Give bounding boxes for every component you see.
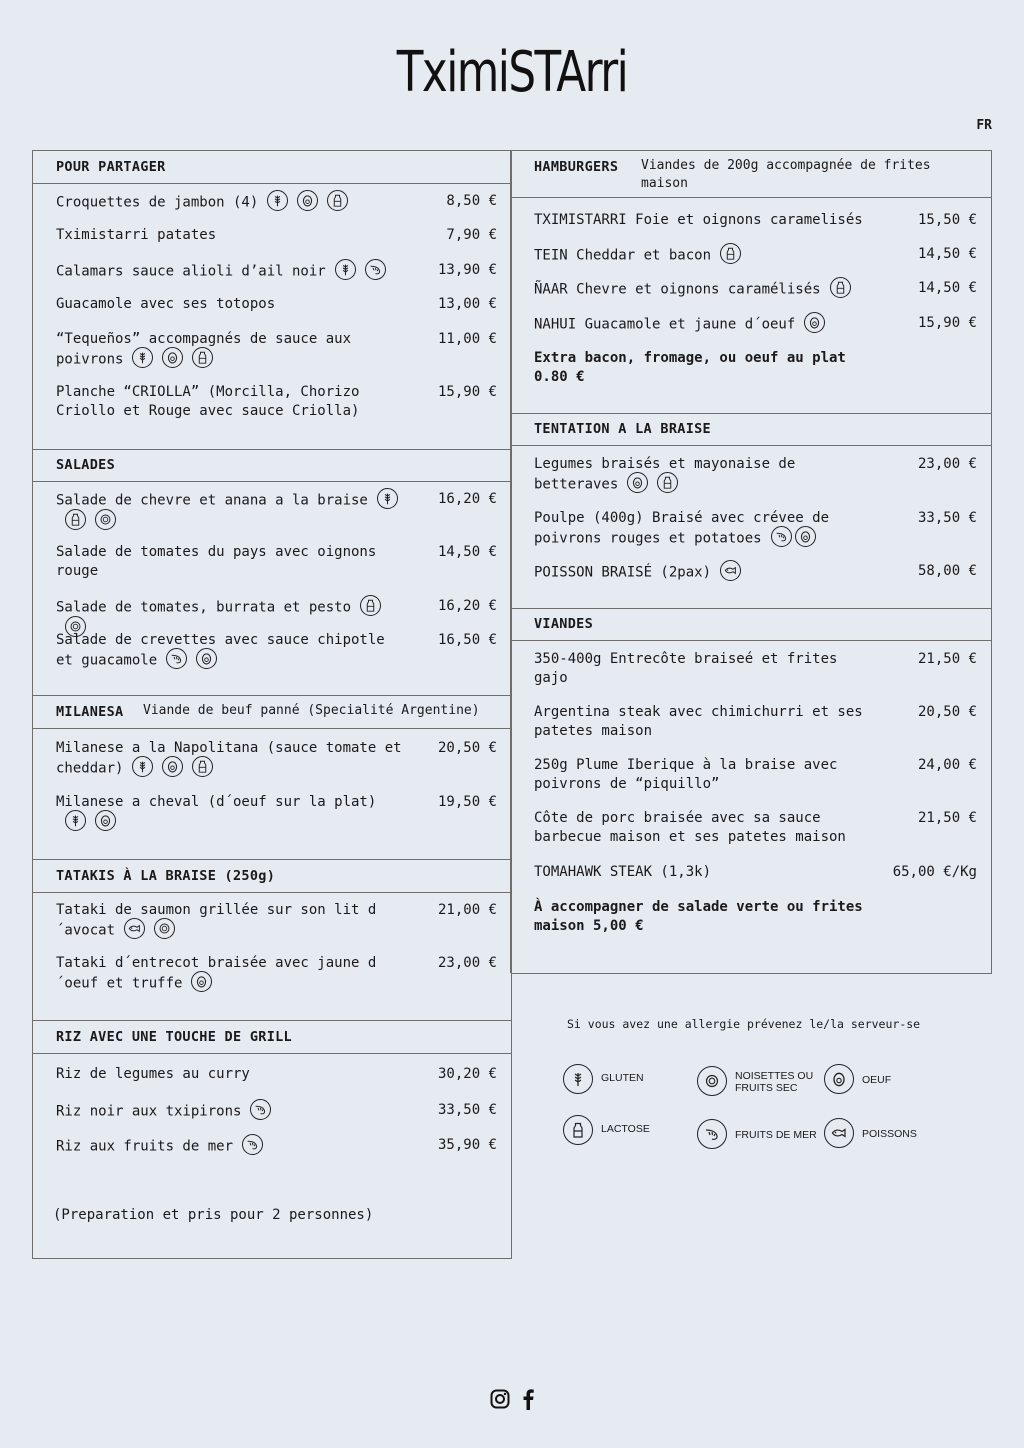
item-name: Milanese a cheval (d´oeuf sur la plat) [56, 794, 377, 810]
item-price: 8,50 € [446, 193, 497, 209]
item-name: Salade de tomates, burrata et pesto [56, 599, 352, 616]
section-hamburgers [511, 151, 991, 413]
item-name: TOMAHAWK STEAK (1,3k) [534, 864, 712, 880]
section-title: RIZ AVEC UNE TOUCHE DE GRILL [56, 1029, 292, 1045]
milk-icon [720, 243, 741, 264]
item-price: 35,90 € [437, 1137, 497, 1153]
item-name: Tataki de saumon grillée sur son lit d´avocat [56, 902, 377, 939]
milk-icon [192, 347, 213, 368]
menu-item [534, 314, 977, 335]
item-name: Riz noir aux txipirons [56, 1103, 242, 1120]
wheat-icon [335, 259, 356, 280]
item-price: 33,50 € [437, 1102, 497, 1118]
item-price: 14,50 € [917, 246, 977, 262]
section-title: TATAKIS À LA BRAISE (250g) [56, 868, 276, 884]
item-name: 250g Plume Iberique à la braise avec poivrons de “piquillo” [534, 757, 838, 792]
egg-icon [795, 526, 816, 547]
item-name: Guacamole avec ses totopos [56, 296, 276, 312]
item-name: Salade de tomates du pays avec oignons rouge [56, 544, 377, 579]
menu-item [56, 793, 497, 833]
item-price: 13,90 € [437, 262, 497, 278]
item-price: 23,00 € [437, 955, 497, 971]
milk-icon [657, 472, 678, 493]
item-name: Croquettes de jambon (4) [56, 194, 259, 211]
nut-icon [154, 918, 175, 939]
milk-icon [192, 756, 213, 777]
menu-item [56, 631, 497, 671]
section-subtitle: Viandes de 200g accompagnée de frites maison [641, 158, 931, 191]
shrimp-icon [166, 648, 187, 669]
item-price: 13,00 € [437, 296, 497, 312]
riz-note: (Preparation et pris pour 2 personnes) [53, 1207, 374, 1223]
menu-item [534, 211, 977, 230]
section-tentation [511, 413, 991, 608]
menu-item [56, 261, 497, 282]
egg-icon [627, 472, 648, 493]
menu-item [56, 383, 497, 421]
item-name: Milanese a la Napolitana (sauce tomate et cheddar) [56, 740, 402, 777]
milk-icon [830, 277, 851, 298]
item-name: Riz aux fruits de mer [56, 1138, 234, 1155]
menu-item [56, 295, 497, 314]
section-tatakis [33, 859, 511, 1020]
milk-icon [360, 595, 381, 616]
menu-right-column [511, 150, 992, 974]
item-price: 20,50 € [437, 740, 497, 756]
item-price: 15,90 € [437, 384, 497, 400]
menu-item [534, 863, 977, 882]
menu-item [534, 703, 977, 741]
wheat-icon [267, 190, 288, 211]
item-name: TXIMISTARRI Foie et oignons caramelisés [534, 212, 863, 228]
wheat-icon [377, 488, 398, 509]
item-name: Tataki d´entrecot braisée avec jaune d´oeuf et truffe [56, 955, 377, 992]
item-name: POISSON BRAISÉ (2pax) [534, 564, 712, 581]
menu-item [56, 1136, 497, 1157]
section-subtitle: Viande de beuf panné (Specialité Argentine) [143, 703, 480, 718]
item-name: Argentina steak avec chimichurri et ses patetes maison [534, 704, 863, 739]
milk-icon [327, 190, 348, 211]
shrimp-icon [250, 1099, 271, 1120]
wheat-icon [132, 756, 153, 777]
menu-item [56, 490, 497, 532]
item-name: Côte de porc braisée avec sa sauce barbecue maison et ses patetes maison [534, 810, 846, 845]
egg-icon [95, 810, 116, 831]
item-price: 21,00 € [437, 902, 497, 918]
item-price: 14,50 € [917, 280, 977, 296]
section-viandes [511, 608, 991, 975]
menu-item [56, 226, 497, 245]
instagram-icon[interactable] [490, 1389, 510, 1409]
item-price: 24,00 € [917, 757, 977, 773]
menu-item [534, 279, 977, 300]
item-name: Salade de crevettes avec sauce chipotle et guacamole [56, 632, 385, 669]
item-name: 350-400g Entrecôte braiseé et frites gajo [534, 651, 838, 686]
milk-icon [65, 509, 86, 530]
item-name: Poulpe (400g) Braisé avec crévee de poivrons rouges et potatoes [534, 510, 830, 547]
item-price: 65,00 €/Kg [892, 864, 977, 880]
menu-left-column [32, 150, 512, 1259]
item-name: ÑAAR Chevre et oignons caramélisés [534, 281, 821, 298]
section-title: MILANESA [56, 704, 124, 720]
item-price: 11,00 € [437, 331, 497, 347]
section-title: HAMBURGERS [534, 159, 619, 175]
section-riz [33, 1020, 511, 1260]
menu-item [56, 901, 497, 941]
item-name: Salade de chevre et anana a la braise [56, 492, 368, 509]
menu-item [56, 543, 497, 581]
section-pour-partager [33, 151, 511, 449]
egg-icon [297, 190, 318, 211]
nut-icon [697, 1066, 727, 1096]
item-name: Tximistarri patates [56, 227, 217, 243]
egg-icon [196, 648, 217, 669]
fish-icon [824, 1118, 854, 1148]
section-title: TENTATION A LA BRAISE [534, 421, 711, 437]
item-price: 16,50 € [437, 632, 497, 648]
item-price: 33,50 € [917, 510, 977, 526]
section-title: VIANDES [534, 616, 593, 632]
item-price: 15,50 € [917, 212, 977, 228]
shrimp-icon [697, 1119, 727, 1149]
shrimp-icon [365, 259, 386, 280]
section-title: SALADES [56, 457, 115, 473]
menu-item [534, 245, 977, 266]
item-price: 23,00 € [917, 456, 977, 472]
item-price: 58,00 € [917, 563, 977, 579]
section-salades [33, 449, 511, 695]
allergy-note: Si vous avez une allergie prévenez le/la serveur-se [567, 1017, 921, 1031]
fish-icon [720, 560, 741, 581]
egg-icon [191, 971, 212, 992]
item-price: 14,50 € [437, 544, 497, 560]
menu-item [56, 192, 497, 213]
menu-item [534, 455, 977, 495]
item-price: 20,50 € [917, 704, 977, 720]
language-indicator[interactable]: FR [976, 118, 992, 133]
menu-item [56, 1065, 497, 1084]
shrimp-icon [771, 526, 792, 547]
menu-item [534, 562, 977, 583]
item-name: Calamars sauce alioli d’ail noir [56, 263, 326, 280]
item-price: 16,20 € [437, 491, 497, 507]
menu-item [534, 809, 977, 847]
egg-icon [162, 756, 183, 777]
menu-item [534, 509, 977, 549]
item-price: 21,50 € [917, 651, 977, 667]
viandes-extra: À accompagner de salade verte ou frites maison 5,00 € [534, 899, 863, 934]
shrimp-icon [242, 1134, 263, 1155]
wheat-icon [65, 810, 86, 831]
egg-icon [824, 1064, 854, 1094]
item-name: Riz de legumes au curry [56, 1066, 250, 1082]
nut-icon [95, 509, 116, 530]
item-price: 19,50 € [437, 794, 497, 810]
item-name: TEIN Cheddar et bacon [534, 247, 712, 264]
social-links [490, 1388, 540, 1410]
item-name: Planche “CRIOLLA” (Morcilla, Chorizo Criollo et Rouge avec sauce Criolla) [56, 384, 360, 419]
menu-item [56, 739, 497, 779]
menu-item [534, 650, 977, 688]
fish-icon [124, 918, 145, 939]
wheat-icon [132, 347, 153, 368]
item-price: 16,20 € [437, 598, 497, 614]
menu-item [56, 954, 497, 994]
milk-icon [563, 1115, 593, 1145]
item-name: “Tequeños” accompagnés de sauce aux poivrons [56, 331, 352, 368]
item-price: 15,90 € [917, 315, 977, 331]
item-name: Legumes braisés et mayonaise de betteraves [534, 456, 796, 493]
facebook-icon[interactable] [522, 1388, 534, 1410]
menu-item [56, 330, 497, 370]
menu-item [534, 756, 977, 794]
egg-icon [162, 347, 183, 368]
item-price: 30,20 € [437, 1066, 497, 1082]
menu-item [56, 1101, 497, 1122]
hamburgers-extra: Extra bacon, fromage, ou oeuf au plat 0.80 € [534, 350, 846, 385]
item-price: 21,50 € [917, 810, 977, 826]
item-price: 7,90 € [446, 227, 497, 243]
section-milanesa [33, 695, 511, 859]
section-title: POUR PARTAGER [56, 159, 166, 175]
wheat-icon [563, 1064, 593, 1094]
egg-icon [804, 312, 825, 333]
item-name: NAHUI Guacamole et jaune d´oeuf [534, 316, 796, 333]
restaurant-logo: TximiSTArri [396, 40, 628, 105]
